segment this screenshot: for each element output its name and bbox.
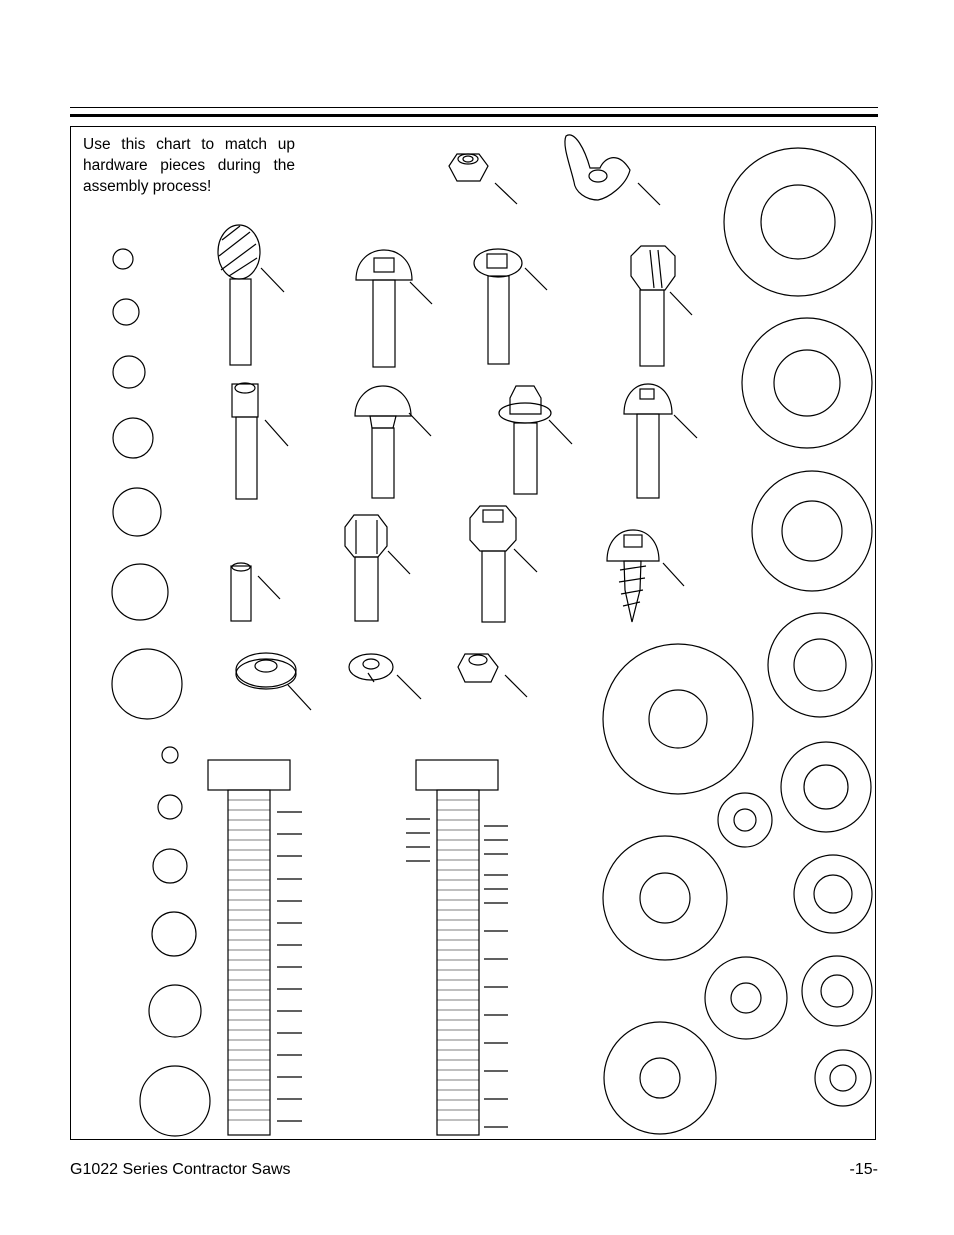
flange-bolt-icon (499, 386, 572, 494)
socket-cap-screw-icon (232, 383, 288, 499)
page-number: -15- (849, 1161, 878, 1178)
footer-title: G1022 Series Contractor Saws (70, 1161, 291, 1178)
hex-nut-icon (458, 654, 527, 697)
wing-nut-icon (565, 135, 660, 205)
thumb-screw-icon (218, 225, 284, 365)
bolt-gauge-icon (406, 760, 508, 1135)
tapping-screw-icon (607, 530, 684, 622)
nylon-lock-nut-icon (449, 154, 517, 204)
slotted-hex-screw-icon (631, 246, 692, 366)
phillips-flat-head-screw-icon (474, 249, 547, 364)
bolt-gauge-icon (208, 760, 302, 1135)
lock-washer-icon (349, 654, 421, 699)
phillips-hex-bolt-icon (470, 506, 537, 622)
hex-bolt-icon (345, 515, 410, 621)
flat-washer-icon (236, 653, 311, 710)
set-screw-icon (231, 563, 280, 621)
size-circles-column (112, 249, 210, 1136)
chart-instructions: Use this chart to match up hardware pieces during the assembly process! (83, 136, 295, 195)
phillips-pan-head-screw-icon (356, 250, 432, 367)
washer-size-circles (603, 148, 872, 1134)
button-head-screw-icon (624, 384, 697, 498)
carriage-bolt-icon (355, 386, 431, 498)
